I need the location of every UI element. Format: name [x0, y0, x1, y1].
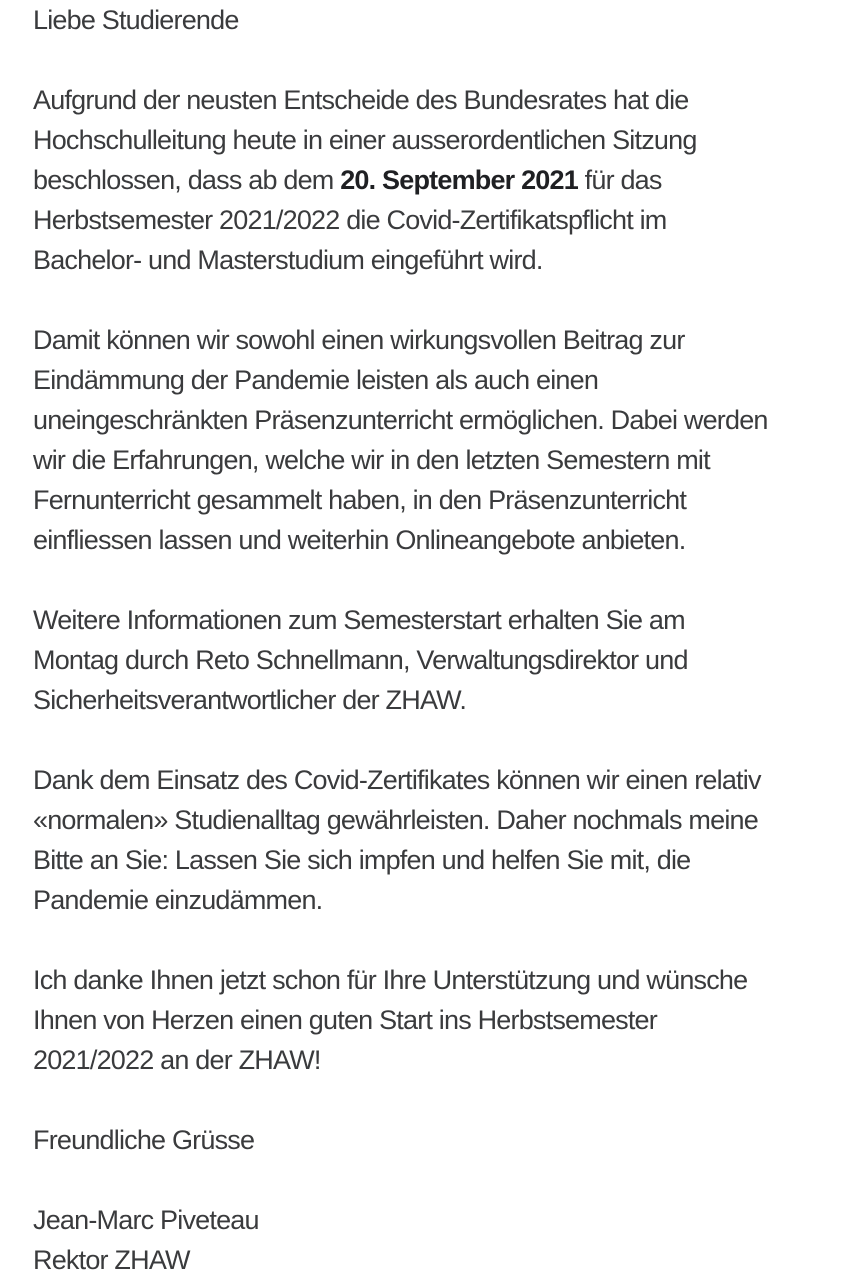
- letter-line: Pandemie einzudämmen.: [33, 885, 323, 915]
- letter-line: Damit können wir sowohl einen wirkungsvollen Beitrag zur: [33, 325, 685, 355]
- paragraph-further-info: [33, 600, 834, 720]
- signature-block: [33, 1200, 834, 1280]
- paragraph-appeal: [33, 760, 834, 920]
- letter-line: Bachelor- und Masterstudium eingeführt wird.: [33, 245, 543, 275]
- paragraph-announcement: [33, 80, 834, 280]
- letter-line: einfliessen lassen und weiterhin Onlineangebote anbieten.: [33, 525, 686, 555]
- date-emphasis: 20. September 2021: [340, 165, 578, 195]
- letter-line: Hochschulleitung heute in einer ausserordentlichen Sitzung: [33, 125, 697, 155]
- letter-line: Sicherheitsverantwortlicher der ZHAW.: [33, 685, 467, 715]
- letter-line: uneingeschränkten Präsenzunterricht ermöglichen. Dabei werden: [33, 405, 768, 435]
- text-segment: für das: [577, 165, 662, 195]
- paragraph-benefits: [33, 320, 834, 560]
- letter-line: [33, 160, 834, 200]
- closing-block: [33, 1120, 834, 1160]
- salutation-block: [33, 0, 834, 40]
- letter-line: Montag durch Reto Schnellmann, Verwaltungsdirektor und: [33, 645, 688, 675]
- letter-line: Ihnen von Herzen einen guten Start ins Herbstsemester: [33, 1005, 657, 1035]
- paragraph-thanks: [33, 960, 834, 1080]
- letter-line: wir die Erfahrungen, welche wir in den letzten Semestern mit: [33, 445, 710, 475]
- letter-line: Eindämmung der Pandemie leisten als auch einen: [33, 365, 599, 395]
- salutation: Liebe Studierende: [33, 5, 239, 35]
- letter-line: Fernunterricht gesammelt haben, in den Präsenzunterricht: [33, 485, 687, 515]
- signature-name: Jean-Marc Piveteau: [33, 1205, 259, 1235]
- closing: Freundliche Grüsse: [33, 1125, 255, 1155]
- letter-line: Aufgrund der neusten Entscheide des Bundesrates hat die: [33, 85, 689, 115]
- letter-line: «normalen» Studienalltag gewährleisten. Daher nochmals meine: [33, 805, 758, 835]
- letter-line: Ich danke Ihnen jetzt schon für Ihre Unterstützung und wünsche: [33, 965, 748, 995]
- letter-line: 2021/2022 an der ZHAW!: [33, 1045, 321, 1075]
- letter-line: Bitte an Sie: Lassen Sie sich impfen und helfen Sie mit, die: [33, 845, 691, 875]
- letter-line: Dank dem Einsatz des Covid-Zertifikates können wir einen relativ: [33, 765, 761, 795]
- text-segment: beschlossen, dass ab dem: [33, 165, 341, 195]
- signature-title: Rektor ZHAW: [33, 1245, 190, 1275]
- letter-line: Herbstsemester 2021/2022 die Covid-Zertifikatspflicht im: [33, 205, 667, 235]
- letter-line: Weitere Informationen zum Semesterstart erhalten Sie am: [33, 605, 685, 635]
